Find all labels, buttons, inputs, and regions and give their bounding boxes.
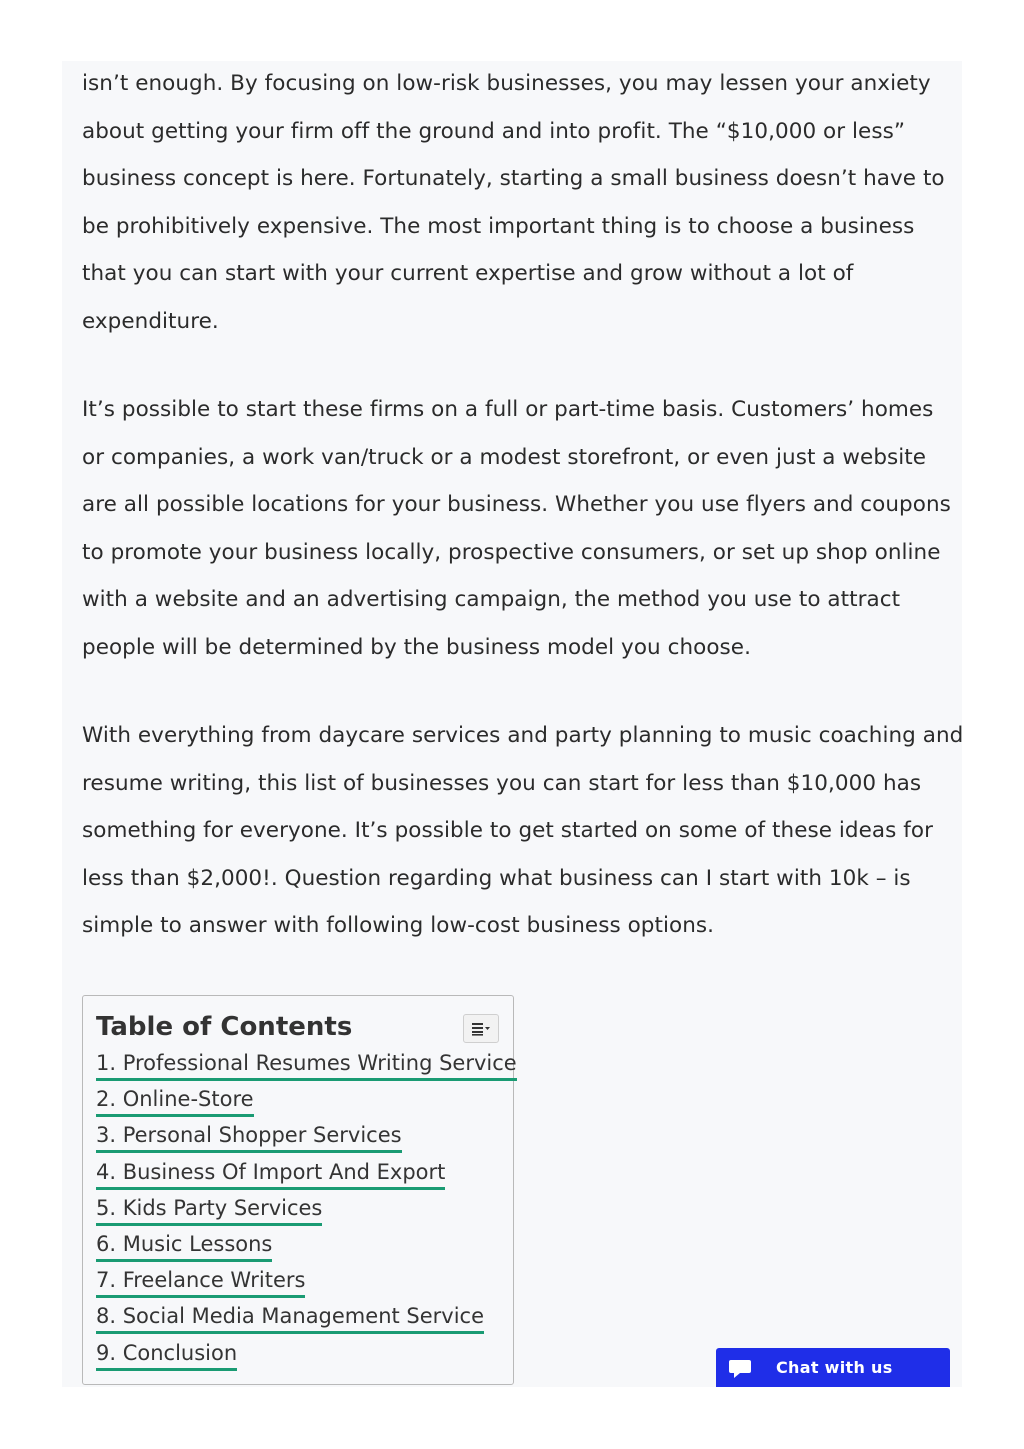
paragraph-line: It’s possible to start these firms on a full or part-time basis. Customers’ homes [82, 397, 934, 422]
paragraph-line: are all possible locations for your business. Whether you use flyers and coupons [82, 492, 951, 517]
paragraph-line: about getting your firm off the ground and into profit. The “$10,000 or less” [82, 118, 906, 144]
paragraph-line: or companies, a work van/truck or a modest storefront, or even just a website [82, 444, 927, 470]
toc-item [96, 1339, 517, 1375]
toc-link-conclusion[interactable]: 9. Conclusion [96, 1339, 237, 1371]
toc-item [96, 1194, 517, 1230]
toc-link-professional-resumes[interactable]: 1. Professional Resumes Writing Service [96, 1049, 517, 1081]
paragraph-line: with a website and an advertising campaign, the method you use to attract [82, 587, 901, 612]
toc-item [96, 1049, 517, 1085]
toc-item [96, 1158, 517, 1194]
toc-link-freelance-writers[interactable]: 7. Freelance Writers [96, 1266, 305, 1298]
paragraph-line: business concept is here. Fortunately, starting a small business doesn’t have to [82, 166, 945, 191]
toc-item [96, 1266, 517, 1302]
paragraph-line: that you can start with your current expertise and grow without a lot of [82, 261, 854, 286]
paragraph-line: be prohibitively expensive. The most important thing is to choose a business [82, 213, 915, 239]
toc-item [96, 1121, 517, 1157]
table-of-contents [82, 995, 517, 1385]
paragraph-line: less than $2,000!. Question regarding what business can I start with 10k – is [82, 865, 911, 891]
content-panel [62, 61, 962, 1387]
toc-link-personal-shopper[interactable]: 3. Personal Shopper Services [96, 1121, 402, 1153]
paragraph-line: simple to answer with following low-cost business options. [82, 913, 715, 938]
toc-item [96, 1230, 517, 1266]
toc-link-online-store[interactable]: 2. Online-Store [96, 1085, 254, 1117]
toc-link-music-lessons[interactable]: 6. Music Lessons [96, 1230, 272, 1262]
paragraph-line: isn’t enough. By focusing on low-risk businesses, you may lessen your anxiety [82, 71, 931, 96]
toc-link-import-export[interactable]: 4. Business Of Import And Export [96, 1158, 445, 1190]
toc-link-social-media[interactable]: 8. Social Media Management Service [96, 1302, 484, 1334]
toc-toggle-button[interactable] [463, 1014, 499, 1043]
paragraph-line: expenditure. [82, 308, 219, 334]
chat-widget-button[interactable] [716, 1348, 950, 1387]
toc-title: Table of Contents [96, 1012, 353, 1042]
toc-item [96, 1085, 517, 1121]
article-paragraph-1 [82, 60, 952, 345]
chat-bubble-icon [727, 1355, 753, 1381]
paragraph-line: to promote your business locally, prospective consumers, or set up shop online [82, 539, 941, 565]
paragraph-line: something for everyone. It’s possible to get started on some of these ideas for [82, 818, 933, 843]
paragraph-line: people will be determined by the business model you choose. [82, 634, 751, 660]
paragraph-line: With everything from daycare services and party planning to music coaching and [82, 723, 964, 748]
paragraph-line: resume writing, this list of businesses you can start for less than $10,000 has [82, 770, 922, 796]
toc-item [96, 1302, 517, 1338]
article-paragraph-3 [82, 712, 964, 950]
toc-link-kids-party[interactable]: 5. Kids Party Services [96, 1194, 322, 1226]
chat-label: Chat with us [776, 1358, 893, 1377]
article-paragraph-2 [82, 386, 952, 671]
article-body [82, 61, 964, 991]
list-toggle-icon [471, 1022, 491, 1036]
toc-list [96, 1049, 517, 1375]
